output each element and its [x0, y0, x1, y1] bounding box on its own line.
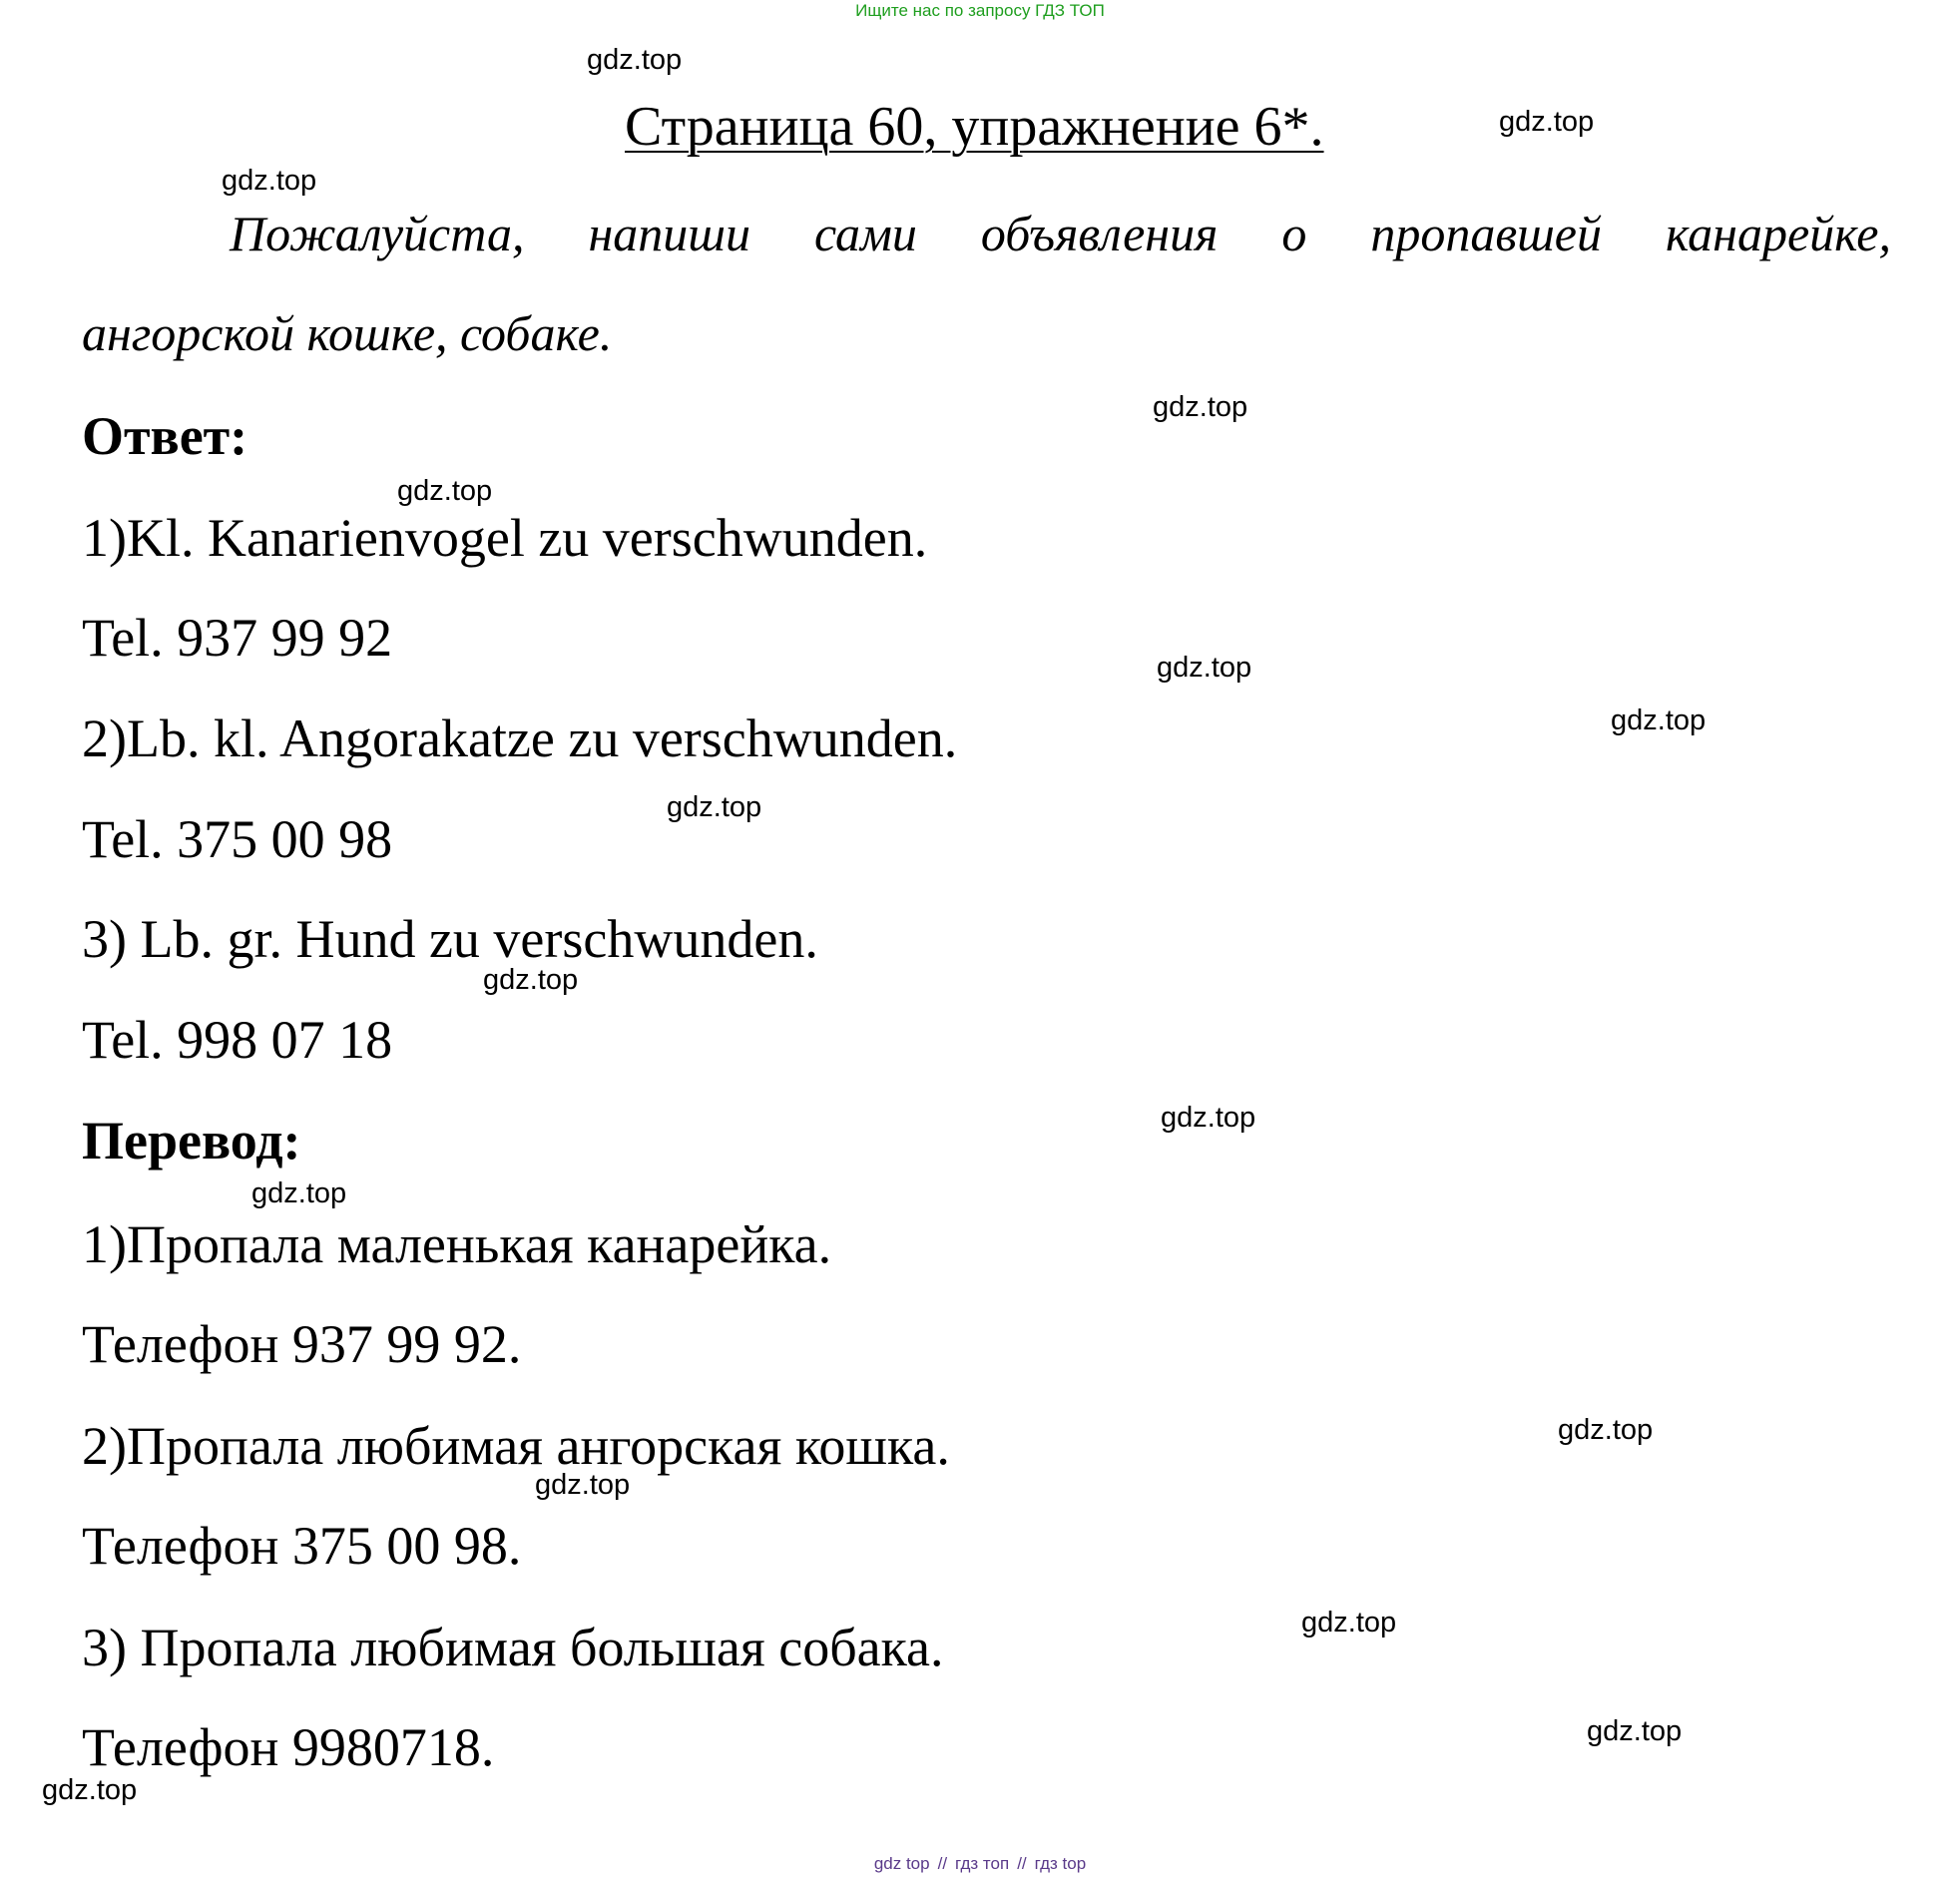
footer-separator: //	[1017, 1854, 1027, 1873]
watermark: gdz.top	[1558, 1414, 1654, 1446]
watermark: gdz.top	[251, 1177, 347, 1209]
watermark: gdz.top	[587, 44, 683, 76]
watermark: gdz.top	[42, 1774, 138, 1806]
footer-link[interactable]: gdz top	[873, 1854, 930, 1873]
watermark: gdz.top	[1153, 391, 1248, 423]
translation-line: 3) Пропала любимая большая собака.	[82, 1618, 944, 1677]
translation-line: Телефон 9980718.	[82, 1717, 495, 1777]
watermark: gdz.top	[1161, 1102, 1256, 1134]
footer-link[interactable]: гдз топ	[955, 1854, 1010, 1873]
answer-line: Tel. 937 99 92	[82, 608, 393, 668]
task-text-line-1: Пожалуйста, напиши сами объявления о пропавшей канарейке,	[230, 206, 1891, 261]
translation-heading: Перевод:	[82, 1111, 301, 1171]
top-banner: Ищите нас по запросу ГДЗ ТОП	[855, 1, 1105, 20]
answer-heading: Ответ:	[82, 406, 248, 466]
answer-line: 1)Kl. Kanarienvogel zu verschwunden.	[82, 508, 928, 568]
watermark: gdz.top	[667, 791, 762, 823]
watermark: gdz.top	[1499, 106, 1595, 138]
watermark: gdz.top	[1301, 1607, 1397, 1639]
footer	[0, 1854, 1960, 1874]
answer-line: Tel. 998 07 18	[82, 1010, 393, 1070]
footer-separator: //	[937, 1854, 948, 1873]
watermark: gdz.top	[1587, 1715, 1683, 1747]
translation-line: Телефон 937 99 92.	[82, 1314, 522, 1374]
watermark: gdz.top	[1157, 652, 1252, 684]
page-title: Страница 60, упражнение 6*.	[625, 96, 1324, 158]
watermark: gdz.top	[483, 964, 579, 996]
answer-line: Tel. 375 00 98	[82, 809, 393, 869]
watermark: gdz.top	[1611, 704, 1707, 736]
translation-line: 1)Пропала маленькая канарейка.	[82, 1214, 832, 1274]
watermark: gdz.top	[397, 475, 493, 507]
answer-line: 3) Lb. gr. Hund zu verschwunden.	[82, 909, 818, 969]
task-text-line-2: ангорской кошке, собаке.	[82, 305, 613, 361]
watermark: gdz.top	[222, 165, 317, 197]
watermark: gdz.top	[535, 1469, 631, 1501]
footer-link[interactable]: гдз top	[1034, 1854, 1087, 1873]
answer-line: 2)Lb. kl. Angorakatze zu verschwunden.	[82, 708, 958, 768]
translation-line: 2)Пропала любимая ангорская кошка.	[82, 1416, 950, 1476]
translation-line: Телефон 375 00 98.	[82, 1516, 522, 1576]
